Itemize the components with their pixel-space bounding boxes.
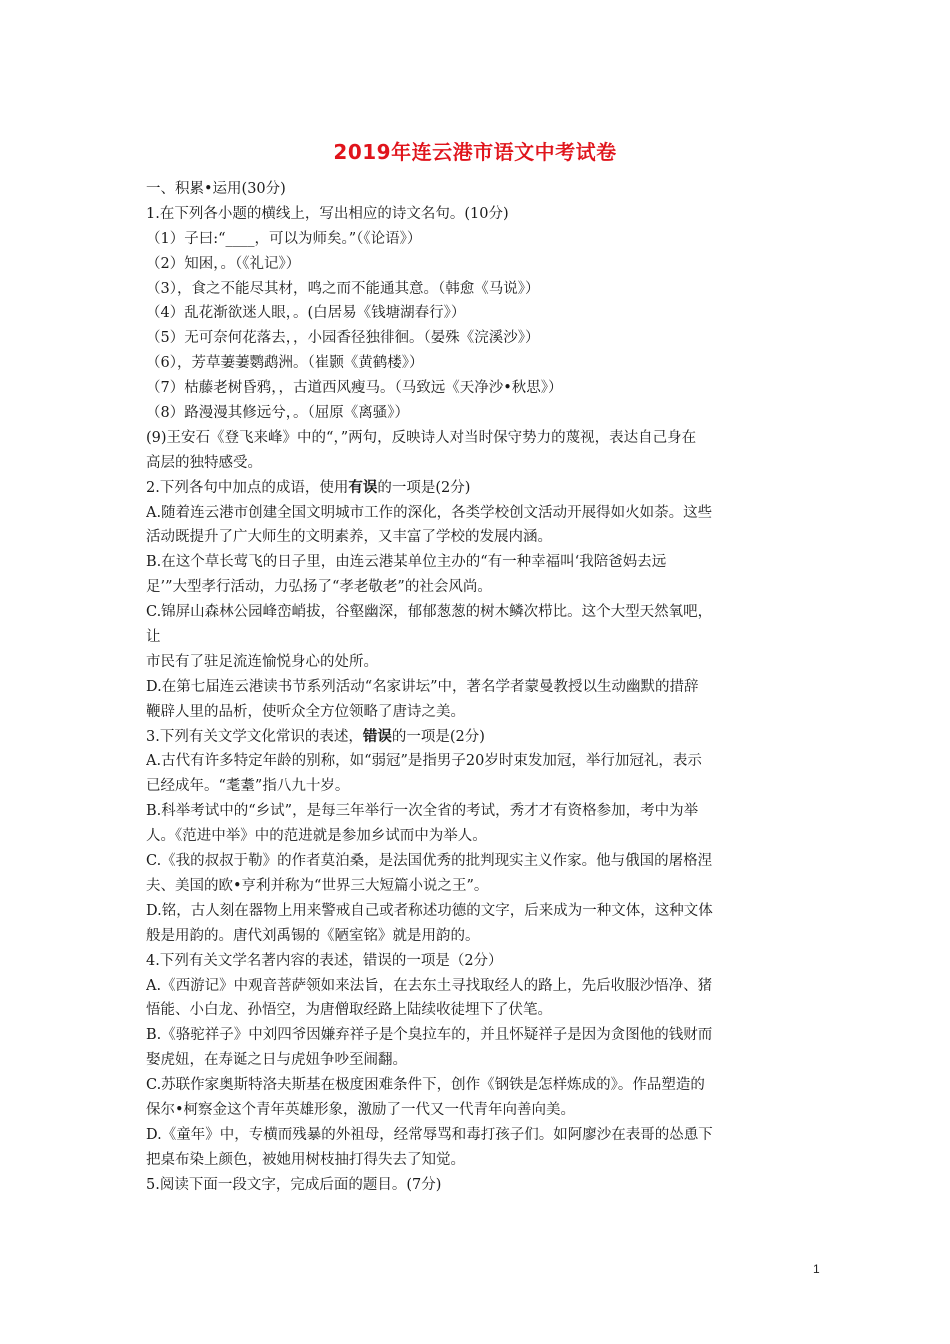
page-number: 1: [813, 1262, 820, 1276]
text-line: 夫、美国的欧•亨利并称为“世界三大短篇小说之王”。: [146, 877, 489, 894]
text-line: [146, 725, 810, 750]
emphasis-text: 错误: [362, 728, 392, 745]
text-line: 已经成年。“耄耋”指八九十岁。: [146, 778, 350, 795]
text-line: D.铭，古人刻在器物上用来警戒自己或者称述功德的文字，后来成为一种文体，这种文体: [146, 902, 713, 919]
text-line: （1）子曰:“____，可以为师矣。”（《论语》）: [146, 230, 422, 247]
text-line: 般是用韵的。唐代刘禹锡的《陋室铭》就是用韵的。: [146, 927, 480, 944]
text-line: C.苏联作家奥斯特洛夫斯基在极度困难条件下，创作《钢铁是怎样炼成的》。作品塑造的: [146, 1077, 705, 1094]
text-segment: 3.下列有关文学文化常识的表述，: [146, 728, 363, 745]
text-line: 市民有了驻足流连愉悦身心的处所。: [146, 653, 378, 670]
emphasis-text: 有误: [348, 479, 378, 496]
text-line: （3），食之不能尽其材，鸣之而不能通其意。（韩愈《马说》）: [146, 280, 540, 297]
text-line: 人。《范进中举》中的范进就是参加乡试而中为举人。: [146, 828, 487, 845]
text-line: B.《骆驼祥子》中刘四爷因嫌弃祥子是个臭拉车的，并且怀疑祥子是因为贪图他的钱财而: [146, 1027, 713, 1044]
exam-body: [146, 177, 810, 1198]
text-line: D.《童年》中，专横而残暴的外祖母，经常辱骂和毒打孩子们。如阿廖沙在表哥的怂恿下: [146, 1126, 713, 1143]
text-line: A.随着连云港市创建全国文明城市工作的深化，各类学校创文活动开展得如火如荼。这些: [146, 504, 713, 521]
text-line: （7）枯藤老树昏鸦，，古道西风瘦马。（马致远《天净沙•秋思》）: [146, 380, 563, 397]
text-line: [146, 476, 810, 501]
text-line: （2）知困，。（《礼记》）: [146, 255, 301, 272]
text-segment: 的一项是(2分): [391, 728, 485, 745]
text-line: D.在第七届连云港读书节系列活动“名家讲坛”中，著名学者蒙曼教授以生动幽默的措辞: [146, 678, 699, 695]
text-line: C.《我的叔叔于勒》的作者莫泊桑，是法国优秀的批判现实主义作家。他与俄国的屠格涅: [146, 853, 713, 870]
text-line: 让: [146, 629, 161, 646]
text-line: 活动既提升了广大师生的文明素养，又丰富了学校的发展内涵。: [146, 529, 552, 546]
text-line: 5.阅读下面一段文字，完成后面的题目。(7分): [146, 1176, 442, 1193]
exam-title: 2019年连云港市语文中考试卷: [333, 140, 617, 164]
text-line: A.古代有许多特定年龄的别称，如“弱冠”是指男子20岁时束发加冠，举行加冠礼，表示: [146, 753, 702, 770]
text-line: B.科举考试中的“乡试”，是每三年举行一次全省的考试，秀才才有资格参加，考中为举: [146, 803, 699, 820]
text-line: （6），芳草萋萋鹦鹉洲。（崔颢《黄鹤楼》）: [146, 355, 424, 372]
text-line: 把桌布染上颜色，被她用树枝抽打得失去了知觉。: [146, 1151, 465, 1168]
text-line: 悟能、小白龙、孙悟空，为唐僧取经路上陆续收徒埋下了伏笔。: [146, 1002, 552, 1019]
text-line: (9)王安石《登飞来峰》中的“，”两句，反映诗人对当时保守势力的蔑视，表达自己身在: [146, 429, 697, 446]
text-line: 保尔•柯察金这个青年英雄形象，激励了一代又一代青年向善向美。: [146, 1101, 576, 1118]
text-line: 一、积累•运用(30分): [146, 181, 286, 197]
text-line: 足’”大型孝行活动，力弘扬了“孝老敬老”的社会风尚。: [146, 579, 492, 596]
text-line: （5）无可奈何花落去，，小园香径独徘徊。（晏殊《浣溪沙》）: [146, 330, 540, 347]
text-line: （4）乱花渐欲迷人眼，。(白居易《钱塘湖春行》）: [146, 305, 466, 322]
text-line: （8）路漫漫其修远兮，。（屈原《离骚》）: [146, 405, 409, 422]
text-line: C.锦屏山森林公园峰峦峭拔，谷壑幽深，郁郁葱葱的树木鳞次栉比。这个大型天然氧吧，: [146, 604, 713, 621]
text-segment: 的一项是(2分): [377, 479, 471, 496]
text-line: A.《西游记》中观音菩萨领如来法旨，在去东土寻找取经人的路上，先后收服沙悟净、猪: [146, 977, 713, 994]
text-line: 1.在下列各小题的横线上，写出相应的诗文名句。(10分): [146, 205, 509, 222]
text-segment: 2.下列各句中加点的成语，使用: [146, 479, 349, 496]
text-line: 娶虎妞，在寿诞之日与虎妞争吵至闹翻。: [146, 1052, 407, 1069]
text-line: 高层的独特感受。: [146, 454, 262, 471]
text-line: 鞭辟人里的品析，使听众全方位领略了唐诗之美。: [146, 703, 465, 720]
text-line: B.在这个草长莺飞的日子里，由连云港某单位主办的“有一种幸福叫‘我陪爸妈去远: [146, 554, 667, 571]
text-line: 4.下列有关文学名著内容的表述，错误的一项是（2分）: [146, 952, 503, 969]
